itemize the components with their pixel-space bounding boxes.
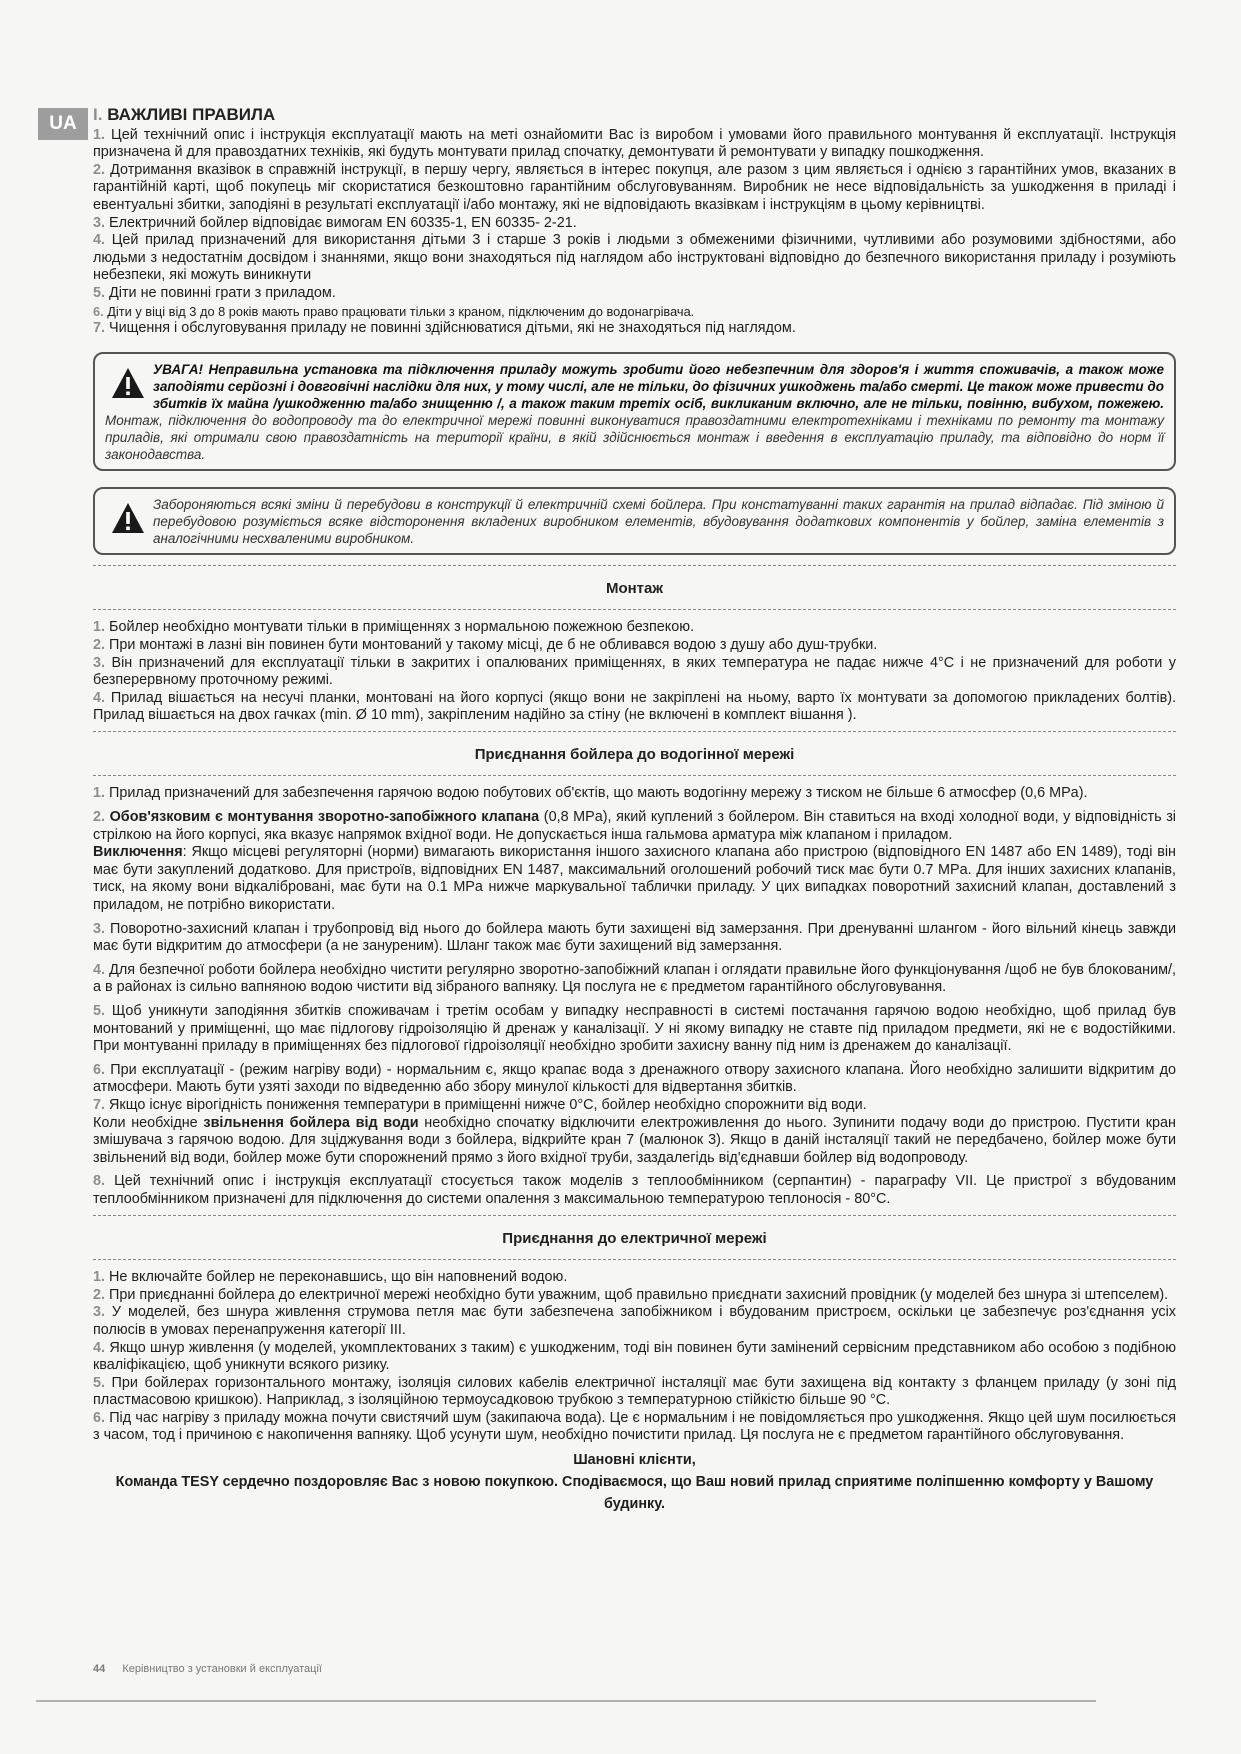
closing-greeting: Шановні клієнти, [573,1452,696,1469]
page-number: 44 [93,1663,106,1675]
item-number: 1. [93,1269,106,1286]
item-number: 7. [93,1096,106,1113]
item-text: Для безпечної роботи бойлера необхідно чистити регулярно зворотно-запобіжний клапан і оглядати правильне його функціонування /щоб не був блокованим/, а в районах із сильно вапняною водою чистити від зібраного вапняку. Ця послуга не є предметом гарантійного обслуговування. [93,961,1176,996]
item-text: Він призначений для експлуатації тільки в закритих і опалюваних приміщеннях, в яких температура не падає нижче 4°С і не призначений для роботи у безперервному проточному режимі. [93,654,1176,689]
item-text: Чищення і обслуговування приладу не повинні здійснюватися дітьми, які не знаходяться під наглядом. [109,320,796,337]
item-text: При монтажі в лазні він повинен бути монтований у такому місці, де б не обливався водою з душу або душ-трубки. [109,636,878,653]
montage-item [93,690,1176,725]
footer-text: Керівництво з установки й експлуатації [122,1663,322,1675]
item-number: 3. [93,920,106,937]
water-list [93,785,1176,1208]
item-number: 1. [93,619,106,636]
item-text: Цей технічний опис і інструкція експлуатації мають на меті ознайомити Вас із виробом і умовами його правильного монтування й експлуатації. Інструкція призначена й для правоздатних техніків, які будуть монтувати прилад спочатку, демонтувати й ремонтувати у випадку пошкодження. [93,126,1176,161]
warning-normal-text: Монтаж, підключення до водопроводу та до електричної мережі повинні виконуватися правоздатними електротехніками і техніками по ремонту та монтажу приладів, які отримали свою правоздатність на території країни, в якій здійснюється монтаж і введення в експлуатацію приладу, та відповідно до норм її законодавства. [105,412,1164,462]
electric-item [93,1375,1176,1410]
item-number: 3. [93,1304,106,1321]
item-text: При експлуатації - (режим нагріву води) - нормальним є, якщо крапає вода з дренажного отвору захисного клапана. Його необхідно залишити відкритим до атмосфери. Мають бути узяті заходи по відведенню або збору минулої кількості для відвертання збитків. [93,1061,1176,1096]
item-text: (0,8 MPa), який куплений з бойлером. Він ставиться на вході холодної води, у відповідність зі стрілкою на його корпусі, яка вказує напрямок вхідної води. Не допускається інша гальмова арматура між клапаном і приладом. [93,809,1177,843]
drain-text: необхідно спочатку відключити електроживлення до нього. Зупинити подачу води до пристрою. Пустити кран змішувача з гарячою водою. Для зціджування води з бойлера, відкрийте кран 7 (малюнок 3). Якщо в даній інсталяції такий не передбачено, бойлер може бути звільнений від води, бойлер може бути спорожнений прямо з його вхідної труби, заздалегідь від'єднавши бойлер від водопроводу. [93,1114,1176,1166]
item-text: Бойлер необхідно монтувати тільки в приміщеннях з нормальною пожежною безпекою. [109,619,695,636]
item-text: Під час нагріву з приладу можна почути свистячий шум (закипаюча вода). Це є нормальним і не повідомляється про ушкодження. Якщо цей шум посилюється з часом, тод і причиною є накопичення вапняку. Щоб усунути шум, необхідно почистити прилад. Ця послуга не є предметом гарантійного обслуговування. [93,1409,1176,1444]
water-item [93,962,1176,997]
item-text: Якщо шнур живлення (у моделей, укомплектованих з таким) є ушкодженим, тоді він повинен бути замінений сервісним представником або особою з подібною кваліфікацією, щоб уникнути всякого ризику. [93,1339,1176,1374]
closing-congratulation: Команда TESY сердечно поздоровляє Вас з новою покупкою. Сподіваємося, що Ваш новий прилад сприятиме поліпшенню комфорту у Вашому будинку. [115,1474,1154,1513]
item-number: 6. [93,303,104,319]
warning-box-installation [93,352,1176,471]
water-item [93,1097,1176,1115]
item-text: У моделей, без шнура живлення струмова петля має бути забезпечена запобіжником і вбудованим пристроєм, оскільки це забезпечує роз'єднання усіх полюсів в умовах перенапруження категорії III. [93,1304,1176,1338]
item-number: 7. [93,320,106,337]
warning-bold-text: УВАГА! Неправильна установка та підключення приладу можуть зробити його небезпечним для здоров'я і життя споживачів, а також може заподіяти серйозні і довговічні наслідки для них, у тому числі, але не тільки, до фізичних ушкоджень та/або смерті. Це також може привести до збитків їх майна /ушкодженню та/або знищенню /, а також таким третіх осіб, викликаним включно, але не тільки, повінню, вибухом, пожежею. [153,361,1165,411]
warning-box-modifications [93,487,1176,555]
item-text: Діти не повинні грати з приладом. [109,284,336,301]
item-text: Якщо існує вірогідність пониження температури в приміщенні нижче 0°С, бойлер необхідно спорожнити від води. [109,1096,867,1113]
intro-item [93,285,1176,303]
item-text: При приєднанні бойлера до електричної мережі необхідно бути уважним, щоб правильно приєднати захисний провідник (у моделей без шнура зі штепселем). [109,1286,1169,1303]
item-number: 2. [93,809,106,826]
water-item [93,785,1176,803]
montage-item [93,619,1176,637]
water-item [93,1173,1176,1208]
water-drain [93,1115,1176,1168]
drain-pre-text: Коли необхідне [93,1114,204,1131]
item-number: 5. [93,1374,106,1391]
item-number: 4. [93,689,106,706]
item-number: 8. [93,1173,106,1190]
water-item [93,1062,1176,1097]
item-text: Цей прилад призначений для використання дітьми 3 і старше 3 років і людьми з обмеженими фізичними, чутливими або розумовими здібностями, або людьми з недостатнім досвідом і знаннями, якщо вони знаходяться під наглядом або інструктовані відповідно до безпечного використання приладу і розуміють небезпеки, які можуть виникнути [93,232,1177,284]
closing-message [93,1449,1176,1515]
section-title-water: Приєднання бойлера до водогінної мережі [474,745,795,763]
item-number: 2. [93,161,106,178]
bottom-rule [36,1700,1096,1702]
item-text: Щоб уникнути заподіяння збитків споживачам і третім особам у випадку несправності в системі постачання гарячою водою необхідно, щоб прилад був монтований у приміщенні, що має підлогову гідроізоляцію й дренаж у каналізації. У ні якому випадку не ставте під приладом предмети, які не є водостійкими. При монтуванні приладу в приміщеннях без підлогової гідроізоляції необхідно зробити захисну ванну під ним із дренажем до каналізації. [93,1003,1176,1055]
item-number: 1. [93,785,106,802]
section-heading [93,106,1176,124]
document-content [93,106,1176,1515]
item-text: Діти у віці від 3 до 8 років мають право працювати тільки з краном, підключеним до водонагрівача. [107,303,695,319]
item-number: 4. [93,1339,106,1356]
item-bold-text: Обов'язковим є монтування зворотно-запобіжного клапана [109,809,540,826]
warning-triangle-icon [111,502,145,534]
intro-item [93,303,1176,321]
item-text: Електричний бойлер відповідає вимогам EN 60335-1, EN 60335- 2-21. [109,214,577,231]
intro-item [93,215,1176,233]
drain-bold-text: звільнення бойлера від води [203,1114,419,1131]
montage-item [93,655,1176,690]
section-title-electric: Приєднання до електричної мережі [502,1229,767,1247]
montage-list [93,619,1176,725]
item-text: Цей технічний опис і інструкція експлуатації стосується також моделів з теплообмінником (серпантин) - параграфу VII. Це пристрої з вбудованим теплообмінником призначені для підключення до системи опалення з максимальною температурою теплоносія - 80°С. [93,1173,1176,1207]
item-text: Не включайте бойлер не переконавшись, що він наповнений водою. [109,1269,568,1286]
item-number: 2. [93,1286,106,1303]
electric-item [93,1304,1176,1339]
water-exception [93,844,1176,914]
heading-roman-numeral: I. [93,105,103,124]
item-number: 3. [93,654,106,671]
item-text: Дотримання вказівок в справжній інструкції, в першу чергу, являється в інтерес покупця, але разом з цим являється і однією з гарантійних умов, вказаних в гарантійній карті, щоб покупець міг скористатися безкоштовно гарантійним обслуговуванням. Виробник не несе відповідальність за ушкодження в приладі і евентуальні збитки, заподіяні в результаті експлуатації і/або монтажу, які не відповідають вказівкам і інструкціям в цьому керівництві. [93,161,1176,213]
item-number: 4. [93,961,106,978]
item-number: 5. [93,284,106,301]
item-number: 4. [93,232,106,249]
dashed-divider [93,731,1176,732]
dashed-divider [93,565,1176,566]
item-text: Прилад вішається на несучі планки, монтовані на його корпусі (якщо вони не закріплені на ньому, варто їх монтувати за допомогою прикладених болтів). Прилад вішається на двох гачках (min. Ø 10 mm), закріпленим надійно за стіну (не включені в комплект вішання ). [93,689,1177,724]
electric-item [93,1340,1176,1375]
intro-item [93,127,1176,162]
section-title-montage: Монтаж [605,579,664,597]
item-number: 5. [93,1003,106,1019]
item-text: Прилад призначений для забезпечення гарячою водою побутових об'єктів, що мають водогінну мережу з тиском не більше 6 атмосфер (0,6 MPa). [109,785,1088,802]
item-number: 6. [93,1409,106,1426]
electric-item [93,1410,1176,1445]
language-badge: UA [38,108,88,140]
electric-list [93,1269,1176,1445]
page-footer [93,1663,322,1675]
item-text: Поворотно-захисний клапан і трубопровід від нього до бойлера мають бути захищені від замерзання. При дренуванні шлангом - його вільний кінець завжди має бути відкритим до атмосфери (а не зануреним). Шланг також має бути захищений від замерзання. [93,920,1176,955]
intro-item [93,320,1176,338]
warning-triangle-icon [111,367,145,399]
montage-item [93,637,1176,655]
electric-item [93,1269,1176,1287]
item-number: 3. [93,214,106,231]
intro-item [93,232,1176,285]
water-item [93,921,1176,956]
intro-list [93,127,1176,338]
exception-text: : Якщо місцеві регуляторні (норми) вимагають використання іншого захисного клапана або пристрою (відповідного EN 1487 або EN 1489), тоді він має бути закуплений додатково. Для пристроїв, відповідних EN 1487, максимальний оголошений робочий тиск має бути 0.7 MPa. Для інших захисних клапанів, тиск, на якому вони відкалібровані, має бути на 0.1 MPa нижче маркувальної таблички приладу. У цих випадках поворотний захисний клапан, доставлений з приладом, не потрібно використати. [93,844,1176,914]
water-item [93,1003,1176,1056]
item-number: 6. [93,1061,106,1078]
heading-title: ВАЖЛИВІ ПРАВИЛА [107,105,276,124]
exception-label: Виключення [93,844,183,861]
water-item [93,809,1176,844]
dashed-divider [93,1215,1176,1216]
item-number: 2. [93,636,106,653]
warning-text: Забороняються всякі зміни й перебудови в конструкції й електричній схемі бойлера. При констатуванні таких гарантія на прилад відпадає. Під зміною й перебудовою розуміється всяке відсторонення вкладених виробником елементів, вбудовування додаткових компонентів у бойлер, заміна елементів з аналогічними несхваленими виробником. [153,496,1164,546]
item-number: 1. [93,126,106,143]
intro-item [93,162,1176,215]
item-text: При бойлерах горизонтального монтажу, ізоляція силових кабелів електричної інсталяції має бути захищена від контакту з фланцем приладу (у зоні під пластмасовою кришкою). Наприклад, з ізоляційною термоусадковою трубкою з температурною стійкістю більше 90 °C. [93,1374,1177,1409]
electric-item [93,1287,1176,1305]
